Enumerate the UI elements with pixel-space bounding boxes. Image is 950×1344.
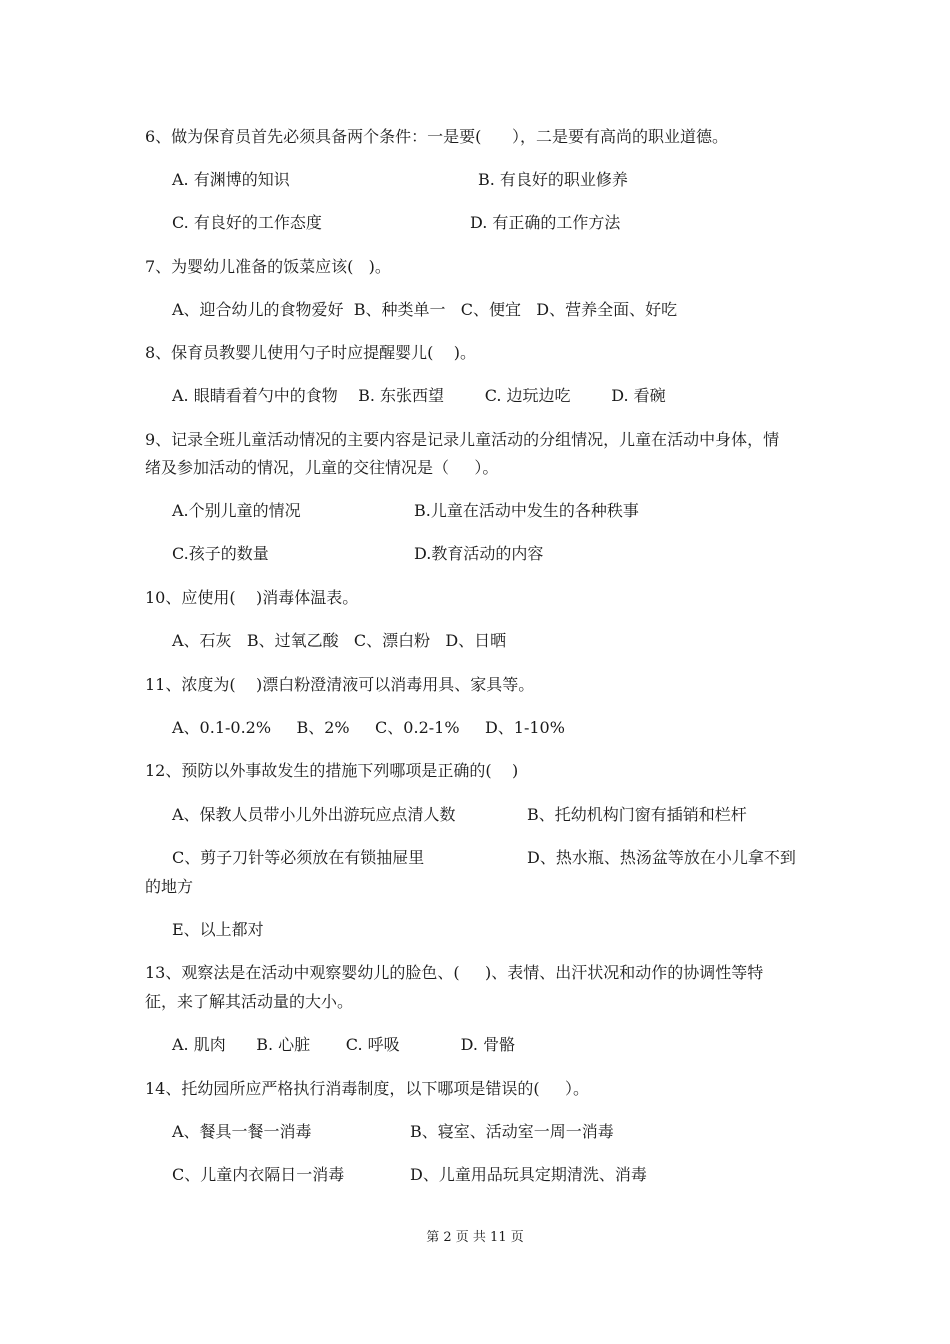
page-number-footer: 第 2 页 共 11 页 bbox=[426, 1230, 524, 1245]
question-14-stem: 14、托幼园所应严格执行消毒制度，以下哪项是错误的( ）。 bbox=[145, 1079, 590, 1098]
question-10-stem: 10、应使用( )消毒体温表。 bbox=[145, 588, 359, 607]
question-14-option-a: A、餐具一餐一消毒 bbox=[172, 1122, 312, 1141]
question-12-option-c: C、剪子刀针等必须放在有锁抽屉里 bbox=[172, 848, 425, 867]
question-11-options: A、0.1-0.2% B、2% C、0.2-1% D、1-10% bbox=[172, 718, 565, 737]
question-8-stem: 8、保育员教婴儿使用勺子时应提醒婴儿( )。 bbox=[145, 343, 477, 362]
question-7-stem: 7、为婴幼儿准备的饭菜应该( )。 bbox=[145, 257, 391, 276]
question-12-stem: 12、预防以外事故发生的措施下列哪项是正确的( ) bbox=[145, 761, 519, 780]
question-14-option-c: C、儿童内衣隔日一消毒 bbox=[172, 1165, 345, 1184]
question-6-stem: 6、做为保育员首先必须具备两个条件：一是要( ），二是要有高尚的职业道德。 bbox=[145, 127, 728, 146]
question-9-option-a: A.个别儿童的情况 bbox=[172, 501, 301, 520]
question-13-stem-line-2: 征，来了解其活动量的大小。 bbox=[145, 992, 354, 1011]
question-6-option-d: D. 有正确的工作方法 bbox=[470, 213, 621, 232]
question-12-option-d-line-2: 的地方 bbox=[145, 877, 194, 896]
question-9-stem-line-2: 绪及参加活动的情况，儿童的交往情况是（ ）。 bbox=[145, 458, 499, 477]
question-8-options: A. 眼睛看着勺中的食物 B. 东张西望 C. 边玩边吃 D. 看碗 bbox=[172, 386, 666, 405]
question-9-option-c: C.孩子的数量 bbox=[172, 544, 269, 563]
question-13-options: A. 肌肉 B. 心脏 C. 呼吸 D. 骨骼 bbox=[172, 1035, 516, 1054]
question-14-option-d: D、儿童用品玩具定期清洗、消毒 bbox=[410, 1165, 647, 1184]
question-6-option-b: B. 有良好的职业修养 bbox=[478, 170, 628, 189]
question-7-options: A、迎合幼儿的食物爱好 B、种类单一 C、便宜 D、营养全面、好吃 bbox=[172, 300, 678, 319]
question-6-option-a: A. 有渊博的知识 bbox=[172, 170, 290, 189]
question-11-stem: 11、浓度为( )漂白粉澄清液可以消毒用具、家具等。 bbox=[145, 675, 535, 694]
question-14-option-b: B、寝室、活动室一周一消毒 bbox=[410, 1122, 614, 1141]
question-9-stem-line-1: 9、记录全班儿童活动情况的主要内容是记录儿童活动的分组情况，儿童在活动中身体，情 bbox=[145, 430, 780, 449]
question-12-option-e: E、以上都对 bbox=[172, 920, 264, 939]
question-9-option-d: D.教育活动的内容 bbox=[414, 544, 544, 563]
question-13-stem-line-1: 13、观察法是在活动中观察婴幼儿的脸色、( )、表情、出汗状况和动作的协调性等特 bbox=[145, 963, 764, 982]
question-12-option-a: A、保教人员带小儿外出游玩应点清人数 bbox=[172, 805, 456, 824]
question-6-option-c: C. 有良好的工作态度 bbox=[172, 213, 322, 232]
question-12-option-d-line-1: D、热水瓶、热汤盆等放在小儿拿不到 bbox=[527, 848, 796, 867]
question-10-options: A、石灰 B、过氧乙酸 C、漂白粉 D、日晒 bbox=[172, 631, 507, 650]
question-9-option-b: B.儿童在活动中发生的各种秩事 bbox=[414, 501, 639, 520]
question-12-option-b: B、托幼机构门窗有插销和栏杆 bbox=[527, 805, 747, 824]
